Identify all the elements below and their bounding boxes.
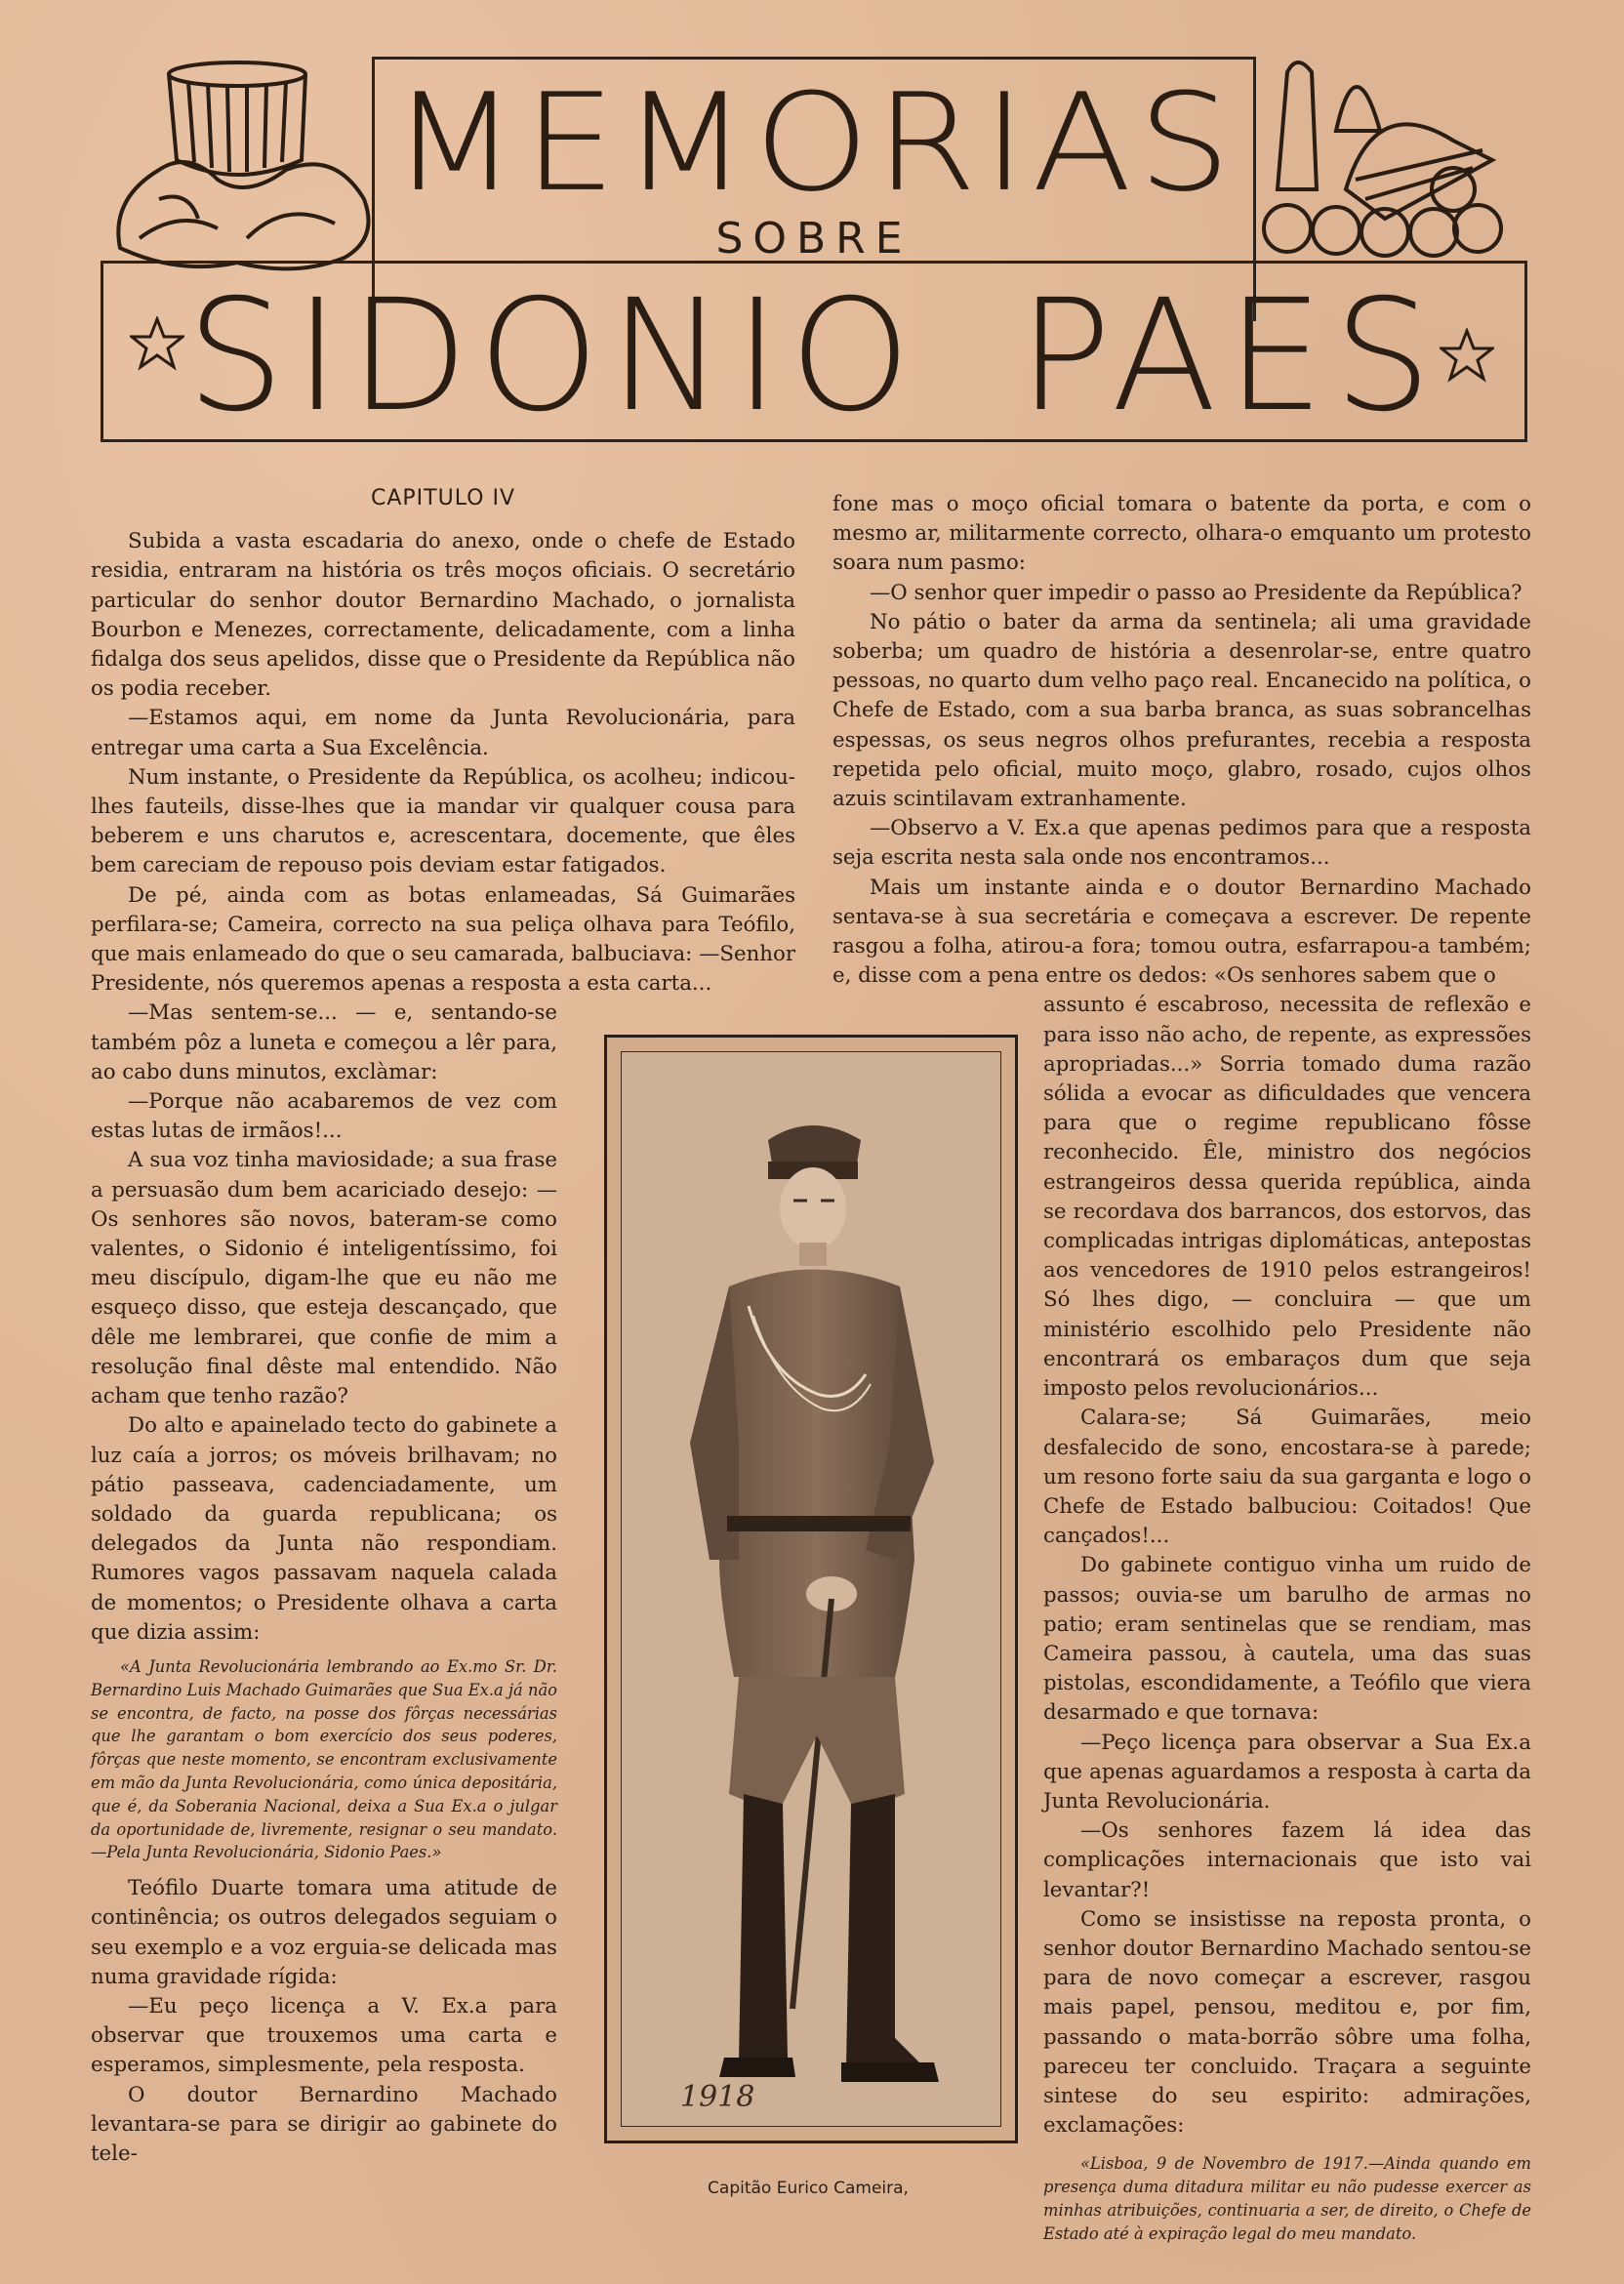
- masthead-title-memorias: MEMORIAS: [391, 64, 1237, 223]
- paragraph: Subida a vasta escadaria do anexo, onde o chefe de Estado residia, entraram na história os três moços oficiais. O secretário particular do senhor doutor Bernardino Machado, o jornalista Bourbon e Menezes, correctamente, delicadamente, com a linha fidalga dos seus apelidos, disse que o Presidente da República não os podia receber.: [91, 529, 795, 702]
- left-column-narrow: [91, 999, 557, 2169]
- masthead-title-sidonio-paes: SIDONIO PAES: [186, 266, 1441, 446]
- paragraph: A sua voz tinha maviosidade; a sua frase a persuasão dum bem acariciado desejo: —Os senhores são novos, bateram-se como valentes, o Sidonio é inteligentíssimo, foi meu discípulo, digam-lhe que eu não me esqueço disso, que esteja descançado, que dêle me lembrarei, que confie de mim a resolução final dêste mal entendido. Não acham que tenho razão?: [91, 1148, 557, 1409]
- paragraph: Teófilo Duarte tomara uma atitude de continência; os outros delegados seguiam o seu exemplo e a voz erguia-se delicada mas numa gravidade rígida:: [91, 1876, 557, 1989]
- masthead-title-sobre: SOBRE: [715, 214, 913, 264]
- officer-portrait-illustration: [622, 1052, 1000, 2126]
- paragraph: —Observo a V. Ex.a que apenas pedimos para que a resposta seja escrita nesta sala onde nos encontramos...: [832, 816, 1531, 871]
- paragraph: Calara-se; Sá Guimarães, meio desfalecido de sono, encostara-se à parede; um resono forte saiu da sua garganta e logo o Chefe de Estado balbuciou: Coitados! Que cançados!...: [1043, 1406, 1531, 1549]
- paragraph: —Eu peço licença a V. Ex.a para observar que trouxemos uma carta e esperamos, simplesmente, pela resposta.: [91, 1993, 557, 2078]
- star-icon: [1440, 328, 1494, 383]
- helmet-and-cannonballs-illustration: [1258, 53, 1522, 267]
- portrait-photo-frame: [604, 1035, 1018, 2143]
- paragraph: assunto é escabroso, necessita de reflexão e para isso não acho, de repente, as expressões apropriadas...» Sorria tomado duma razão sólida a evocar as dificuldades que vencera para que o regime republicano fôsse reconhecido. Êle, ministro dos negócios estrangeiros dessa querida república, ainda se recordava dos barrancos, dos estorvos, das complicadas intrigas diplomáticas, antepostas aos vencedores de 1910 pelos estrangeiros! Só lhes digo, — concluira — que um ministério escolhido pelo Presidente não encontrará os embaraços dum que seja imposto pelos revolucionários...: [1043, 993, 1531, 1402]
- right-column-narrow: [1043, 991, 1531, 2245]
- paragraph: fone mas o moço oficial tomara o batente da porta, e com o mesmo ar, militarmente correcto, olhara-o emquanto um protesto soara num pasmo:: [832, 492, 1531, 576]
- paragraph: Num instante, o Presidente da República, os acolheu; indicou-lhes fauteils, disse-lhes que ia mandar vir qualquer cousa para beberem e uns charutos e, acrescentara, docemente, que êles bem careciam de repouso pois deviam estar fatigados.: [91, 764, 795, 878]
- handwritten-year: 1918: [680, 2080, 755, 2114]
- paragraph: —Peço licença para observar a Sua Ex.a que apenas aguardamos a resposta à carta da Junta Revolucionária.: [1043, 1730, 1531, 1814]
- paragraph: Mais um instante ainda e o doutor Bernardino Machado sentava-se à sua secretária e começava a escrever. De repente rasgou a folha, atirou-a fora; tomou outra, esfarrapou-a também; e, disse com a pena entre os dedos: «Os senhores sabem que o: [832, 875, 1531, 989]
- quoted-letter: «Lisboa, 9 de Novembro de 1917.—Ainda quando em presença duma ditadura militar eu não pudesse exercer as minhas atribuições, continuaria a ser, de direito, o Chefe de Estado até à expiração legal do meu mandato.: [1043, 2154, 1531, 2243]
- paragraph: Do alto e apainelado tecto do gabinete a luz caía a jorros; os móveis brilhavam; no pátio passeava, cadenciadamente, um soldado da guarda republicana; os delegados da Junta não respondiam. Rumores vagos passavam naquela calada de momentos; o Presidente olhava a carta que dizia assim:: [91, 1413, 557, 1645]
- paragraph: —Estamos aqui, em nome da Junta Revolucionária, para entregar uma carta a Sua Excelência.: [91, 706, 795, 760]
- paragraph: —O senhor quer impedir o passo ao Presidente da República?: [870, 580, 1522, 605]
- photo-caption: Capitão Eurico Cameira,: [708, 2179, 909, 2198]
- left-column-full-width: [91, 527, 795, 999]
- paragraph: No pátio o bater da arma da sentinela; ali uma gravidade soberba; um quadro de história a desenrolar-se, entre quatro pessoas, no quarto dum velho paço real. Encanecido na política, o Chefe de Estado, com a sua barba branca, as suas sobrancelhas espessas, os seus negros olhos prefurantes, recebia a resposta repetida pelo oficial, muito moço, glabro, rosado, cujos olhos azuis scintilavam extranhamente.: [832, 609, 1531, 812]
- paragraph: —Os senhores fazem lá idea das complicações internacionais que isto vai levantar?!: [1043, 1818, 1531, 1902]
- star-icon: [130, 316, 184, 371]
- right-column-full-width: [832, 490, 1531, 991]
- chapter-heading: CAPITULO IV: [370, 486, 516, 510]
- paragraph: Como se insistisse na reposta pronta, o senhor doutor Bernardino Machado sentou-se para de novo começar a escrever, rasgou mais papel, pensou, meditou e, por fim, passando o mata-borrão sôbre uma folha, pareceu ter concluido. Traçara a seguinte sintese do seu espirito: admirações, exclamações:: [1043, 1906, 1531, 2139]
- paragraph: —Porque não acabaremos de vez com estas lutas de irmãos!...: [91, 1089, 557, 1144]
- portrait-photo: [621, 1051, 1001, 2127]
- paragraph: O doutor Bernardino Machado levantara-se para se dirigir ao gabinete do tele-: [91, 2082, 557, 2166]
- paragraph: Do gabinete contiguo vinha um ruido de passos; ouvia-se um barulho de armas no patio; eram sentinelas que se rendiam, mas Cameira passou, à cautela, uma das suas pistolas, escondidamente, a Teófilo que viera desarmado e que tornava:: [1043, 1553, 1531, 1726]
- quoted-letter: «A Junta Revolucionária lembrando ao Ex.mo Sr. Dr. Bernardino Luis Machado Guimarães que Sua Ex.a já não se encontra, de facto, na posse dos fôrças necessárias que lhe garantam o bom exercício dos seus poderes, fôrças que neste momento, se encontram exclusivamente em mão da Junta Revolucionária, como única depositária, que é, da Soberania Nacional, deixa a Sua Ex.a o julgar da oportunidade de, livremente, resignar o seu mandato.—Pela Junta Revolucionária, Sidonio Paes.»: [91, 1656, 557, 1862]
- paragraph: —Mas sentem-se... — e, sentando-se também pôz a luneta e começou a lêr para, ao cabo duns minutos, exclàmar:: [91, 1000, 557, 1084]
- paragraph: De pé, ainda com as botas enlameadas, Sá Guimarães perfilara-se; Cameira, correcto na sua peliça olhava para Teófilo, que mais enlameado do que o seu camarada, balbuciava: —Senhor Presidente, nós queremos apenas a resposta a esta carta...: [91, 882, 796, 997]
- cap-and-cloak-illustration: [101, 53, 384, 277]
- masthead: [101, 53, 1525, 446]
